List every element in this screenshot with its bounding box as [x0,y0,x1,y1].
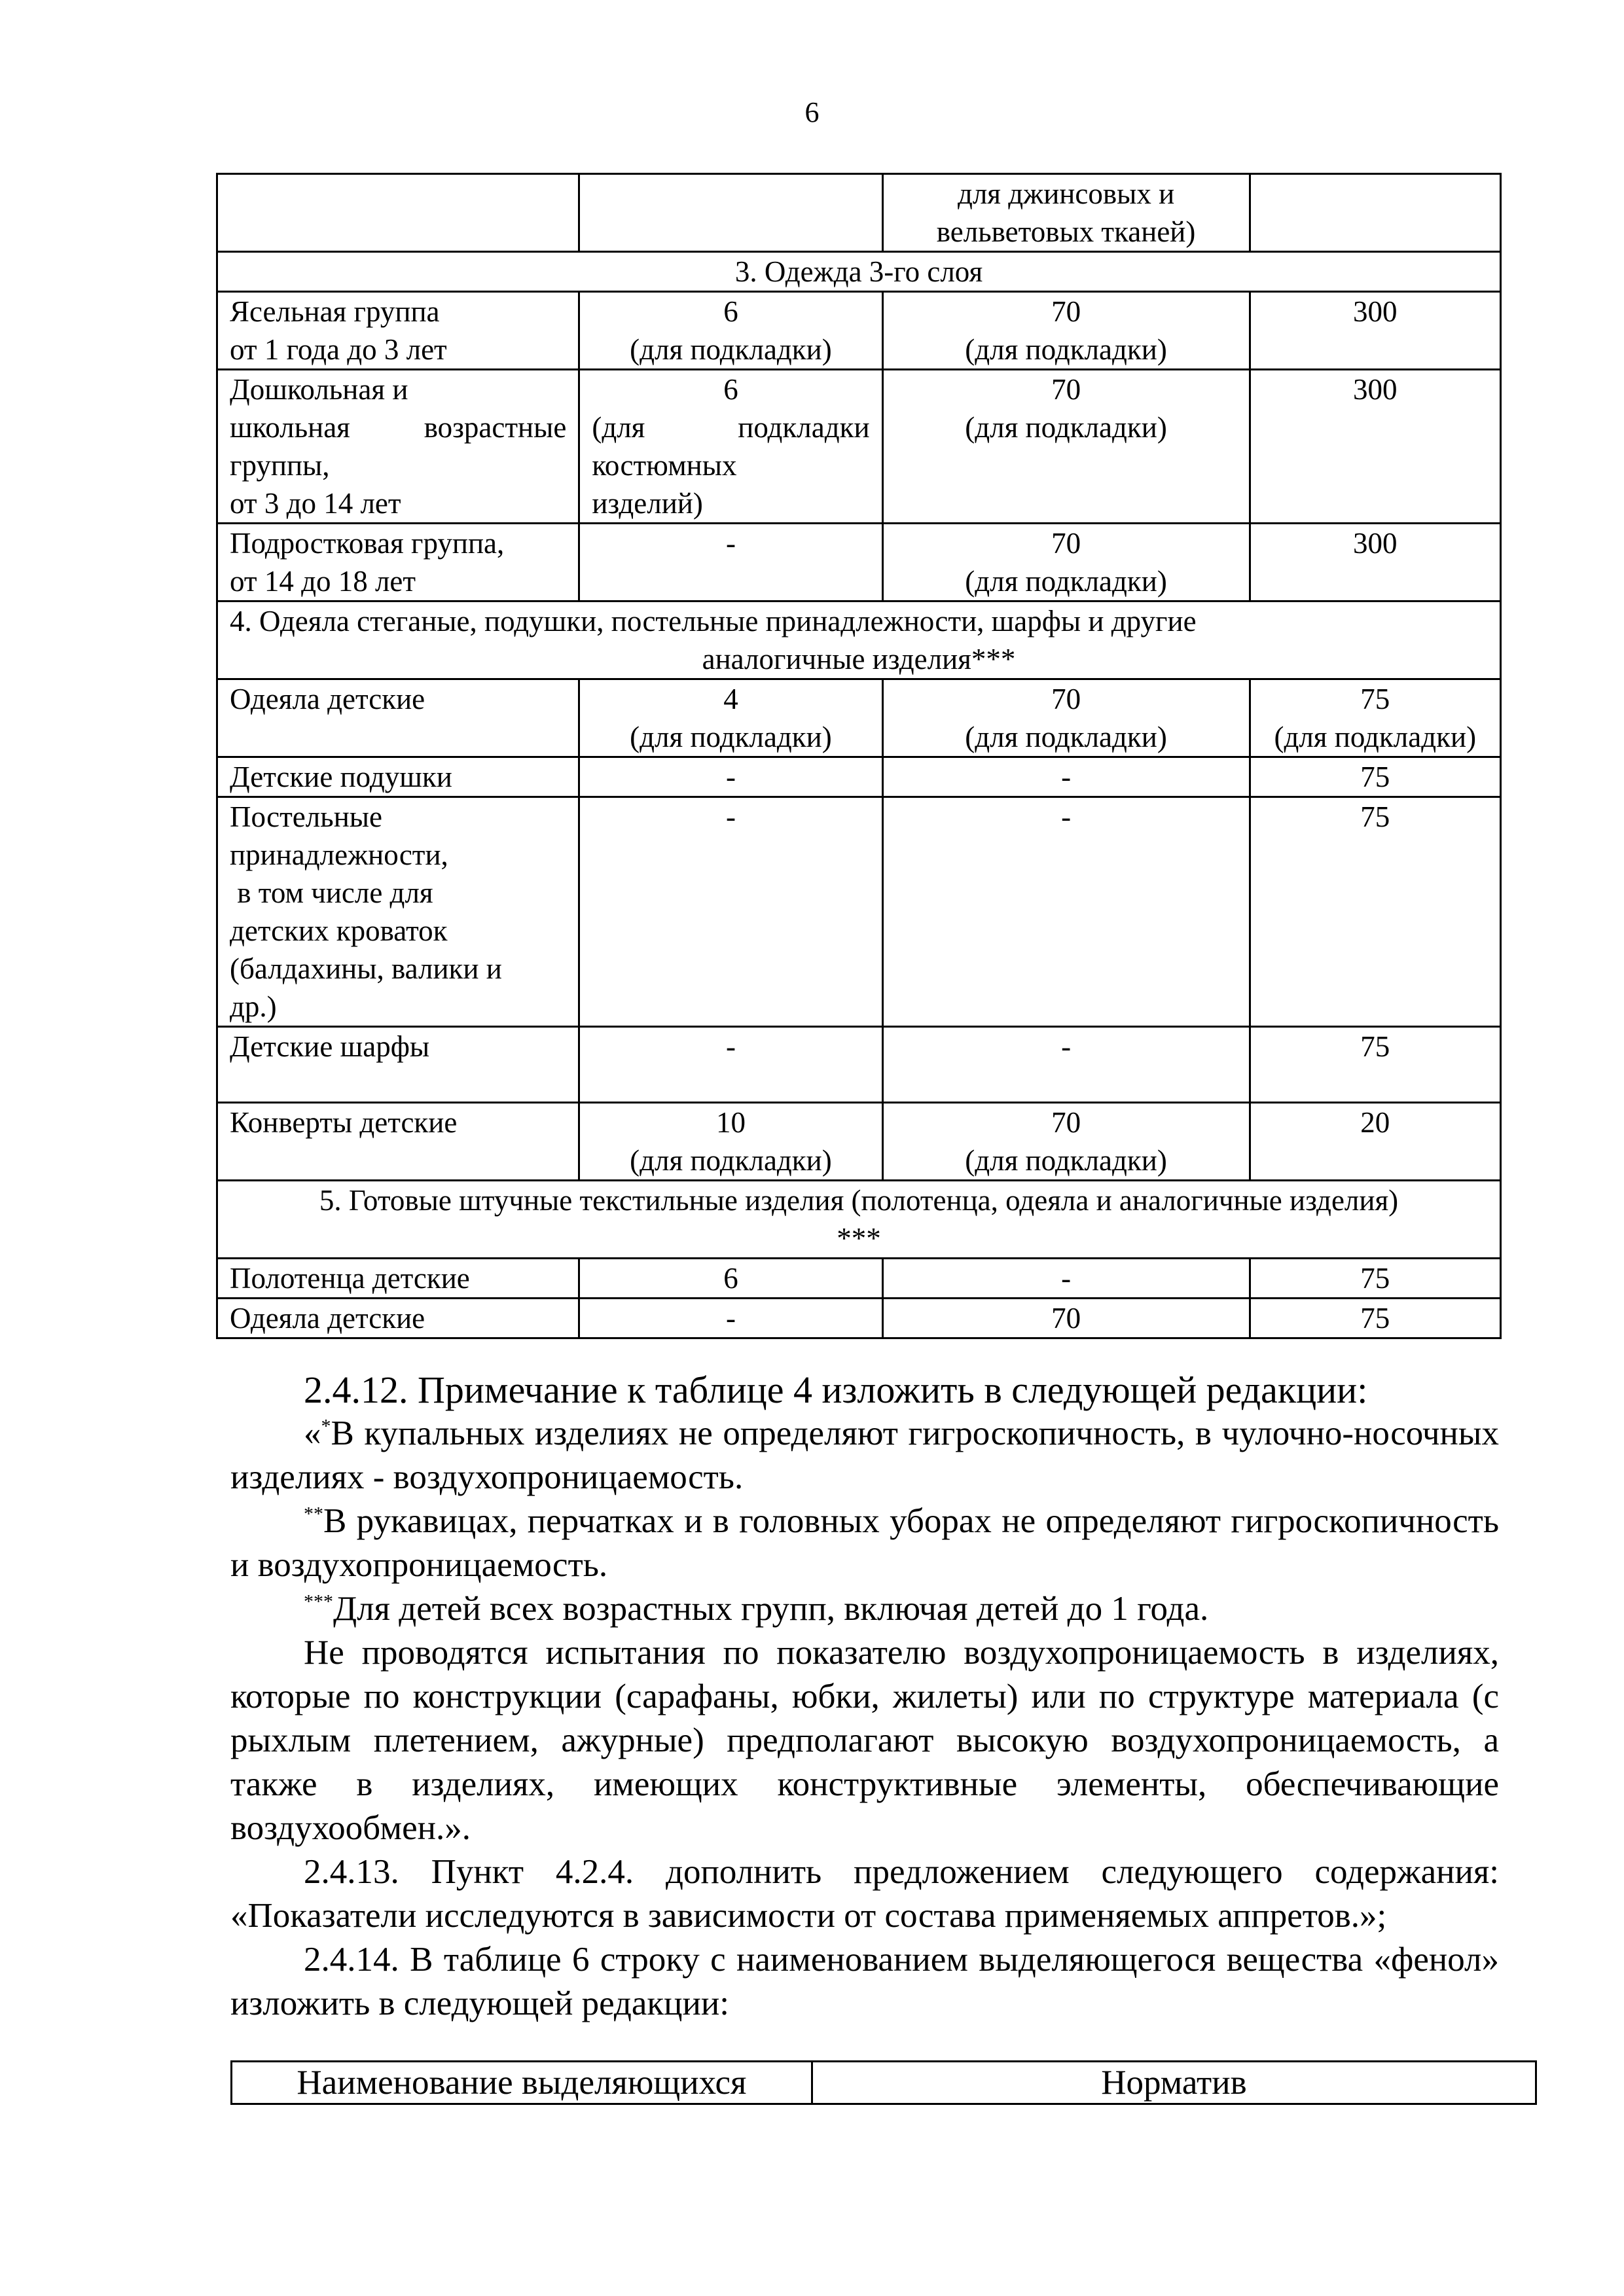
table-cell: - [579,1299,882,1338]
cell-line: - [1061,761,1072,793]
table-cell [882,679,1250,757]
cell-line: для джинсовых и [957,177,1175,210]
cell-line: Одеяла детские [230,683,425,715]
cell-line: (балдахины, валики и [230,952,502,985]
table-cell [579,524,882,601]
footnote-mark: ** [304,1503,323,1525]
table-cell: 75 [1250,1299,1500,1338]
cell-line: от 14 до 18 лет [230,565,416,598]
cell-line: - [725,800,736,833]
cell-line: 70 [1051,527,1081,560]
paragraph: 2.4.13. Пункт 4.2.4. дополнить предложением следующего содержания: «Показатели исследуются в зависимости от состава применяемых аппретов.»; [230,1853,1499,1935]
cell-line: 70 [1051,1106,1081,1139]
table-6 [230,2060,1537,2105]
table-cell: 70 [882,1299,1250,1338]
cell-line: 70 [1051,683,1081,715]
cell-line: (для подкладки) [965,565,1167,598]
paragraph: 2.4.14. В таблице 6 строку с наименованием выделяющегося вещества «фенол» изложить в следующей редакции: [230,1941,1499,2022]
row-name [217,679,579,757]
cell-line: (для подкладки [592,411,870,444]
table-header-row [232,2062,1536,2104]
section-heading [217,601,1501,679]
cell-line: (для подкладки) [965,1144,1167,1177]
footnote-mark: *** [304,1590,333,1613]
table-row [217,757,1501,797]
cell-line: (для подкладки) [965,333,1167,366]
cell-line: Конверты детские [230,1106,458,1139]
table-cell [579,757,882,797]
cell-line: 10 [715,1106,746,1139]
cell-line: от 3 до 14 лет [230,487,401,520]
cell-line: (для подкладки) [630,721,832,753]
table-row [217,1103,1501,1181]
row-name: Одеяла детские [217,1299,579,1338]
cell-line: (для подкладки) [630,1144,832,1177]
table-row [217,292,1501,370]
table-cell [1250,679,1500,757]
cell-line: детских кроваток [230,914,448,947]
table-cell [1250,757,1500,797]
cell-line: (для подкладки) [1274,721,1477,753]
table-cell [1250,1027,1500,1103]
cell-line: - [1061,1030,1072,1063]
table-cell [217,174,579,252]
section-row [217,601,1501,679]
table-cell [1250,174,1500,252]
paragraph-text: В рукавицах, перчатках и в головных уборах не определяют гигроскопичность и воздухопроницаемость. [230,1502,1499,1584]
paragraph [230,1499,1499,1587]
table-cell [579,370,882,524]
table-row [217,1259,1501,1299]
table-cell [882,292,1250,370]
cell-line: (для подкладки) [630,333,832,366]
cell-line: 75 [1360,761,1390,793]
cell-line: 75 [1360,800,1390,833]
table-row [217,1027,1501,1103]
paragraph-heading: 2.4.12. Примечание к таблице 4 изложить в следующей редакции: [304,1369,1368,1411]
cell-line: школьная возрастные [230,411,567,444]
table-cell: - [882,1259,1250,1299]
paragraph-text: В купальных изделиях не определяют гигроскопичность, в чулочно-носочных изделиях - воздухопроницаемость. [230,1414,1499,1496]
row-name [217,1027,579,1103]
cell-line: Детские подушки [230,761,452,793]
table-cell: 6 [579,1259,882,1299]
cell-line: костюмных [592,449,737,482]
main-table [216,173,1502,1339]
table-cell: 300 [1250,370,1500,524]
row-name [217,524,579,601]
table-cell [882,757,1250,797]
table-cell [882,1027,1250,1103]
cell-line: 20 [1360,1106,1390,1139]
table-row [217,174,1501,252]
section-row [217,1181,1501,1259]
paragraph-text: Для детей всех возрастных групп, включая детей до 1 года. [333,1590,1209,1628]
page-number: 6 [804,96,820,128]
cell-line: Дошкольная и [230,373,408,406]
cell-line: 5. Готовые штучные текстильные изделия (полотенца, одеяла и аналогичные изделия) [319,1184,1399,1217]
row-name [217,757,579,797]
header-cell-name: Наименование выделяющихся [232,2062,812,2104]
section-row [217,252,1501,292]
cell-line: принадлежности, [230,838,448,871]
cell-line: 70 [1051,373,1081,406]
footnote-mark: * [321,1415,331,1437]
cell-line: 70 [1051,295,1081,328]
row-name [217,370,579,524]
table-cell [579,1103,882,1181]
table-row [217,797,1501,1027]
cell-line: 6 [723,295,738,328]
cell-line: - [725,527,736,560]
row-name [217,292,579,370]
cell-line: - [725,761,736,793]
body-text [230,1368,1499,2026]
row-name [217,797,579,1027]
header-cell-norm: Норматив [812,2062,1536,2104]
table-cell: 300 [1250,524,1500,601]
table-row [217,524,1501,601]
cell-line: в том числе для [230,876,433,909]
table-row [217,679,1501,757]
cell-line: от 1 года до 3 лет [230,333,447,366]
cell-line: 4. Одеяла стеганые, подушки, постельные принадлежности, шарфы и другие [230,605,1197,637]
table-row [217,1299,1501,1338]
cell-line: Постельные [230,800,382,833]
cell-line: аналогичные изделия*** [702,643,1016,675]
table-cell [579,174,882,252]
cell-line: 4 [723,683,738,715]
section-heading [217,1181,1501,1259]
cell-line: Подростковая группа, [230,527,505,560]
table-cell [1250,1103,1500,1181]
cell-line: Ясельная группа [230,295,440,328]
cell-line: изделий) [592,487,703,520]
table-cell [579,292,882,370]
cell-line: 75 [1360,1030,1390,1063]
quote-mark: « [304,1414,321,1452]
table-cell [882,370,1250,524]
cell-line: - [725,1030,736,1063]
table-cell [579,679,882,757]
table-cell [579,1027,882,1103]
table-cell [882,174,1250,252]
paragraph [230,1412,1499,1499]
cell-line: др.) [230,990,277,1023]
cell-line: *** [837,1222,881,1255]
table-cell [882,797,1250,1027]
table-cell [882,524,1250,601]
table-cell [1250,797,1500,1027]
cell-line: (для подкладки) [965,411,1167,444]
section-heading: 3. Одежда 3-го слоя [217,252,1501,292]
paragraph [230,1587,1499,1631]
cell-line: группы, [230,449,330,482]
row-name: Полотенца детские [217,1259,579,1299]
cell-line: 6 [723,373,738,406]
cell-line: вельветовых тканей) [936,215,1196,248]
cell-line: (для подкладки) [965,721,1167,753]
table-cell [882,1103,1250,1181]
cell-line: - [1061,800,1072,833]
table-cell: 300 [1250,292,1500,370]
table-cell: 75 [1250,1259,1500,1299]
cell-line: 75 [1360,683,1390,715]
table-cell [579,797,882,1027]
cell-line: Детские шарфы [230,1030,430,1063]
paragraph: Не проводятся испытания по показателю воздухопроницаемость в изделиях, которые по конструкции (сарафаны, юбки, жилеты) или по структуре материала (с рыхлым плетением, ажурные) предполагают высокую воздухопроницаемость, а также в изделиях, имеющих конструктивные элементы, обеспечивающие воздухообмен.». [230,1634,1499,1847]
table-row [217,370,1501,524]
row-name [217,1103,579,1181]
